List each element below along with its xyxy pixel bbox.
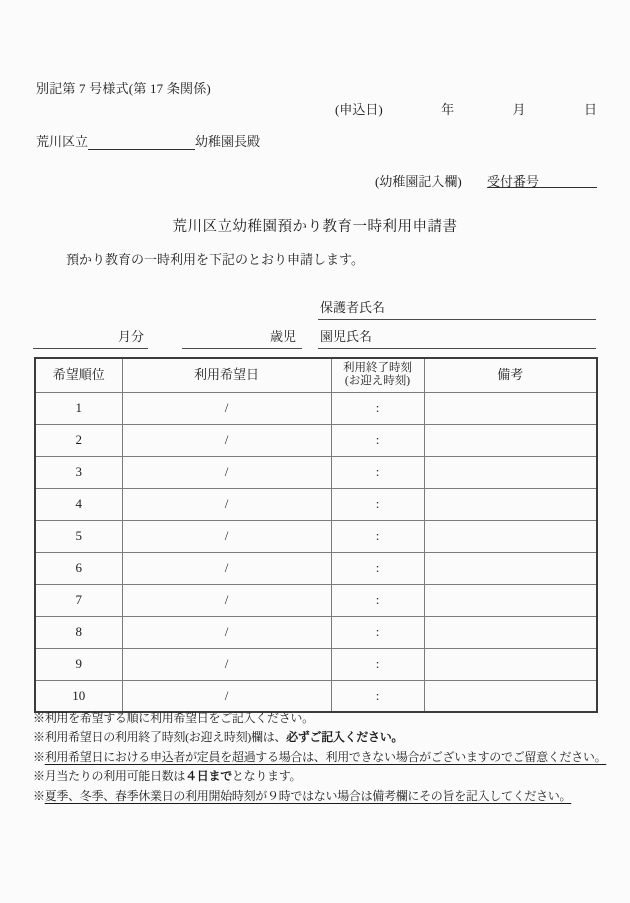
guardian-name-field [318,297,596,320]
note-cell [424,488,597,520]
note-cell [424,648,597,680]
rank-cell: 3 [35,456,122,488]
time-cell: : [331,648,424,680]
table-row [35,552,597,584]
receipt-number-label: 受付番号 [487,174,540,189]
date-cell: / [122,424,331,456]
age-field [182,326,302,349]
month-of-use-label: 月分 [117,329,144,344]
guardian-name-label: 保護者氏名 [320,300,386,315]
date-cell: / [122,392,331,424]
rank-cell: 1 [35,392,122,424]
note-cell [424,392,597,424]
child-name-field [318,326,596,349]
date-cell: / [122,680,331,712]
rank-cell: 6 [35,552,122,584]
rank-cell: 8 [35,616,122,648]
application-date-label: (申込日) [335,102,383,117]
note-segment: ※ [33,749,45,764]
note-cell [424,616,597,648]
form-code: 別記第 7 号様式(第 17 条関係) [36,81,211,96]
time-cell: : [331,392,424,424]
table-row [35,520,597,552]
table-row [35,392,597,424]
note-segment: ※ [33,788,45,803]
col-header-note: 備考 [424,358,597,392]
note-cell [424,456,597,488]
month-field [33,326,148,349]
request-table [34,357,598,713]
note-line [33,709,608,728]
table-row [35,680,597,712]
col-header-end-time [331,358,424,392]
note-segment: ※月当たりの利用可能日数は [33,769,186,784]
note-cell [424,584,597,616]
request-table-body [35,392,597,712]
office-use-label: (幼稚園記入欄) [375,174,462,189]
time-cell: : [331,488,424,520]
rank-cell: 4 [35,488,122,520]
application-statement: 預かり教育の一時利用を下記のとおり申請します。 [66,252,364,267]
notes-list [33,709,608,806]
note-line [33,787,608,806]
note-cell [424,552,597,584]
child-name-label: 園児氏名 [320,329,373,344]
col-header-rank: 希望順位 [35,358,122,392]
table-header-row [35,358,597,392]
table-row [35,424,597,456]
time-cell: : [331,520,424,552]
table-row [35,616,597,648]
application-date-row [335,99,597,118]
date-cell: / [122,648,331,680]
receipt-number-field [487,171,597,188]
age-label: 歳児 [269,329,296,344]
date-cell: / [122,456,331,488]
note-cell [424,680,597,712]
kindergarten-name-blank [88,136,195,150]
col-header-date: 利用希望日 [122,358,331,392]
date-cell: / [122,584,331,616]
note-segment: ※利用希望日の利用終了時刻(お迎え時刻)欄は、 [33,730,287,745]
note-segment: 夏季、冬季、春季休業日の利用開始時刻が９時ではない場合は備考欄にその旨を記入してください。 [44,788,572,803]
table-row [35,456,597,488]
date-cell: / [122,520,331,552]
rank-cell: 2 [35,424,122,456]
note-cell [424,424,597,456]
rank-cell: 5 [35,520,122,552]
note-segment: 必ずご記入ください。 [286,730,404,745]
note-segment: ※利用を希望する順に利用希望日をご記入ください。 [33,711,314,725]
time-cell: : [331,584,424,616]
rank-cell: 7 [35,584,122,616]
note-segment: 利用希望日における申込者が定員を超過する場合は、利用できない場合がございますのでご留意ください。 [44,749,607,764]
date-cell: / [122,552,331,584]
note-cell [424,520,597,552]
day-label: 日 [583,102,597,117]
addressee-prefix: 荒川区立 [36,134,89,149]
time-cell: : [331,456,424,488]
table-row [35,584,597,616]
date-cell: / [122,488,331,520]
rank-cell: 10 [35,680,122,712]
month-label: 月 [512,102,526,117]
table-row [35,488,597,520]
col-header-end-time-line2: (お迎え時刻) [344,375,411,388]
note-segment: となります。 [231,769,302,784]
note-line [33,748,608,767]
year-label: 年 [441,102,455,117]
time-cell: : [331,552,424,584]
addressee-line [36,131,260,149]
time-cell: : [331,680,424,712]
table-row [35,648,597,680]
rank-cell: 9 [35,648,122,680]
addressee-suffix: 幼稚園長殿 [195,134,261,149]
note-segment: ４日まで [185,769,232,784]
col-header-end-time-line1: 利用終了時刻 [343,362,412,375]
time-cell: : [331,424,424,456]
date-cell: / [122,616,331,648]
form-title: 荒川区立幼稚園預かり教育一時利用申請書 [172,219,458,235]
note-line [33,767,608,786]
note-line [33,728,608,747]
time-cell: : [331,616,424,648]
